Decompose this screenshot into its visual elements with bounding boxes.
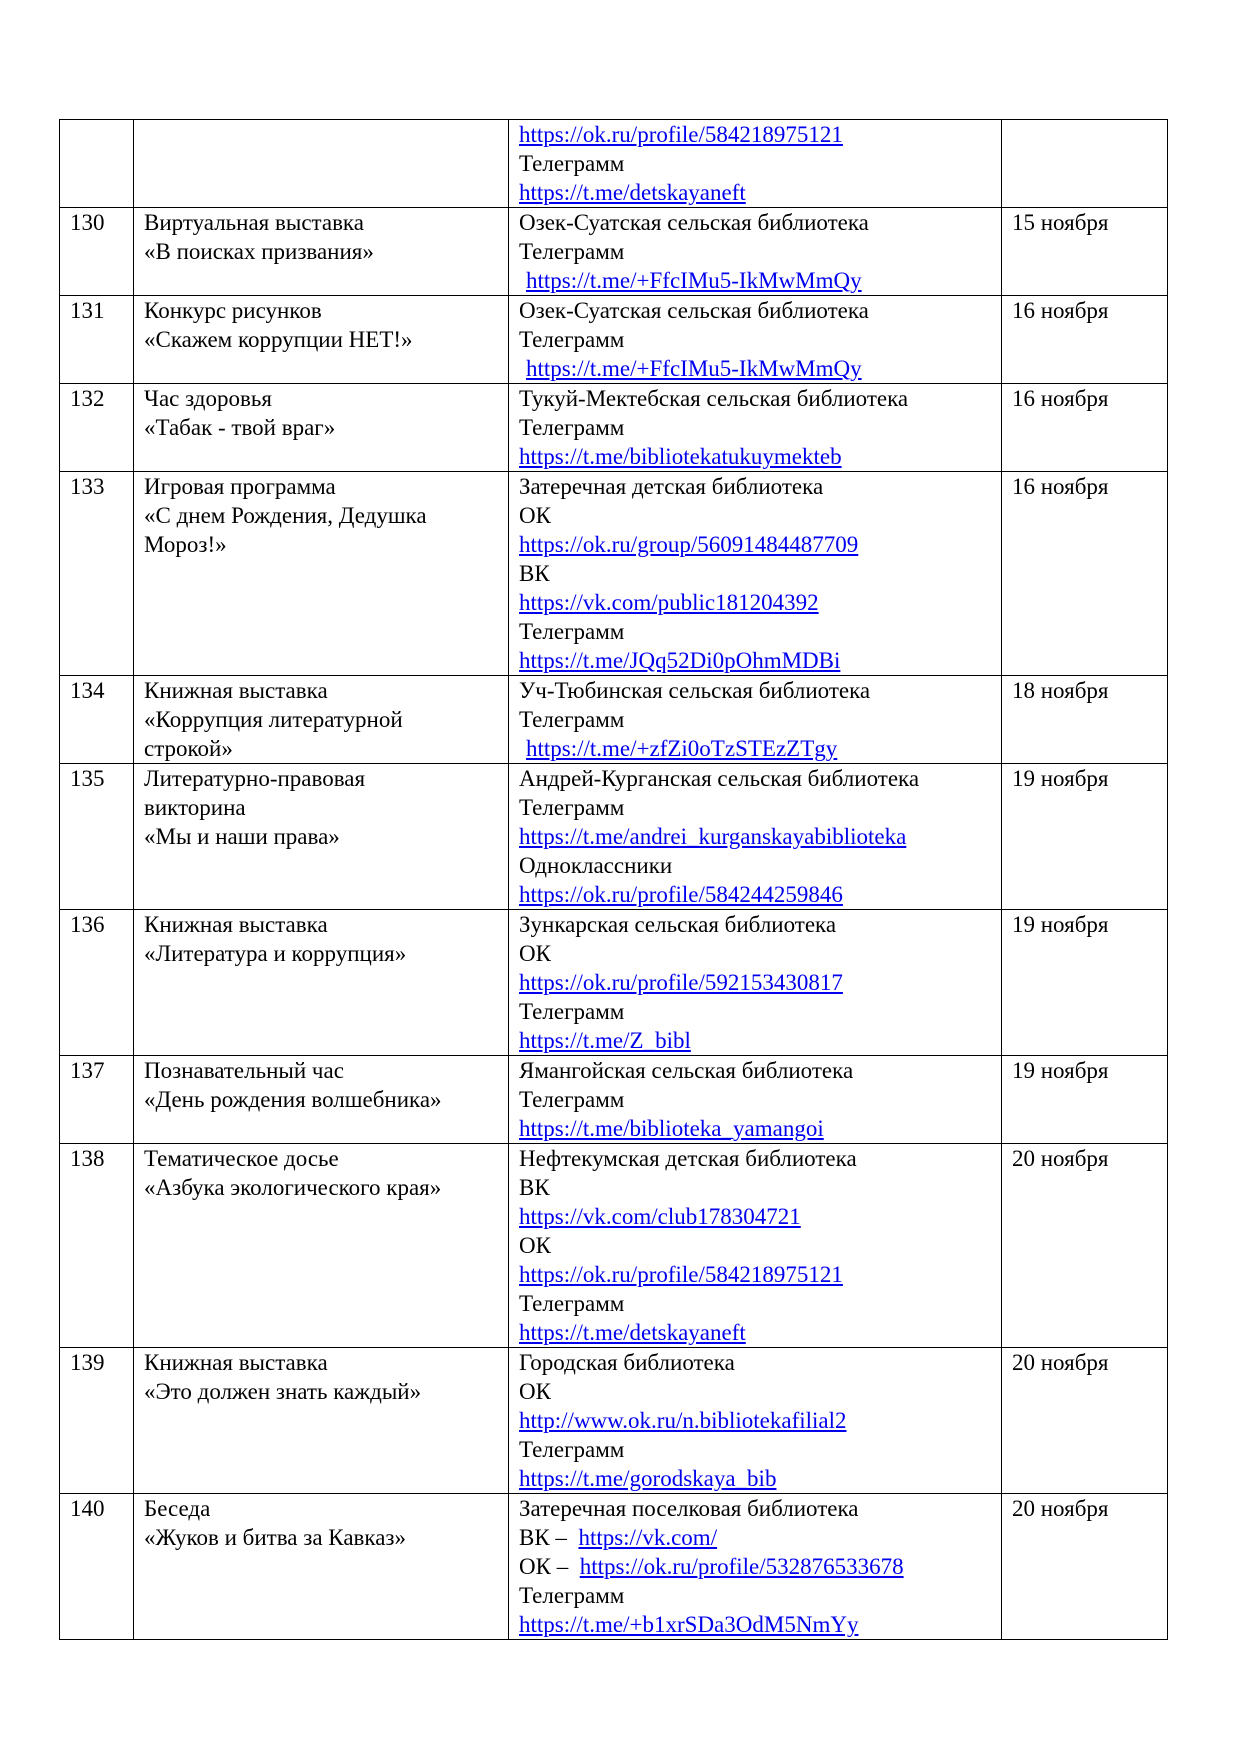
- event-date: [1002, 120, 1168, 208]
- place-text: Озек-Суатская сельская библиотека: [519, 210, 869, 235]
- place-link-line: [519, 178, 992, 207]
- table-row: [60, 1348, 1168, 1494]
- place-text: Телеграмм: [519, 415, 625, 440]
- place-text: ОК: [519, 1379, 551, 1404]
- place-text: Телеграмм: [519, 999, 625, 1024]
- table-row: [60, 296, 1168, 384]
- social-link[interactable]: https://t.me/gorodskaya_bib: [519, 1466, 777, 1491]
- table-row: [60, 208, 1168, 296]
- row-number: 133: [60, 472, 134, 676]
- event-line: «Азбука экологического края»: [144, 1175, 442, 1200]
- event-line: Познавательный час: [144, 1058, 344, 1083]
- event-line: Книжная выставка: [144, 912, 328, 937]
- place-text: Телеграмм: [519, 707, 625, 732]
- place-link-line: [519, 1406, 992, 1435]
- place-link-line: [519, 1610, 992, 1639]
- place-text: ОК: [519, 1233, 551, 1258]
- place-cell: [509, 676, 1002, 764]
- table-row: [60, 676, 1168, 764]
- place-text: Телеграмм: [519, 327, 625, 352]
- place-link-line: [519, 1026, 992, 1055]
- event-line: Книжная выставка: [144, 678, 328, 703]
- social-link[interactable]: https://t.me/Z_bibl: [519, 1028, 691, 1053]
- social-link[interactable]: https://t.me/bibliotekatukuymekteb: [519, 444, 842, 469]
- place-link-line: [519, 120, 992, 149]
- social-link[interactable]: https://t.me/+FfcIMu5-IkMwMmQy: [526, 268, 862, 293]
- event-cell: [134, 1144, 509, 1348]
- place-text: ВК: [519, 561, 550, 586]
- place-link-line: [519, 1114, 992, 1143]
- event-line: «В поисках призвания»: [144, 239, 374, 264]
- row-number: 137: [60, 1056, 134, 1144]
- event-line: Игровая программа: [144, 474, 336, 499]
- place-text: Телеграмм: [519, 239, 625, 264]
- social-link[interactable]: https://t.me/detskayaneft: [519, 180, 746, 205]
- row-number: 130: [60, 208, 134, 296]
- event-cell: [134, 1348, 509, 1494]
- row-number: 132: [60, 384, 134, 472]
- social-link[interactable]: https://ok.ru/profile/584244259846: [519, 882, 843, 907]
- table-row: [60, 910, 1168, 1056]
- social-link[interactable]: https://ok.ru/profile/584218975121: [519, 1262, 843, 1287]
- table-row: [60, 1494, 1168, 1640]
- place-text: Одноклассники: [519, 853, 673, 878]
- event-date: 19 ноября: [1002, 1056, 1168, 1144]
- place-text: Телеграмм: [519, 1437, 625, 1462]
- event-line: Литературно-правовая: [144, 766, 366, 791]
- social-link[interactable]: https://vk.com/club178304721: [519, 1204, 801, 1229]
- place-text: Нефтекумская детская библиотека: [519, 1146, 857, 1171]
- event-date: 16 ноября: [1002, 384, 1168, 472]
- event-line: «Жуков и битва за Кавказ»: [144, 1525, 407, 1550]
- place-link-line: [519, 1464, 992, 1493]
- event-line: «Скажем коррупции НЕТ!»: [144, 327, 413, 352]
- place-link-line: [519, 968, 992, 997]
- place-cell: [509, 120, 1002, 208]
- social-link[interactable]: https://t.me/+b1xrSDa3OdM5NmYy: [519, 1612, 859, 1637]
- place-link-line: [519, 266, 992, 295]
- event-date: 20 ноября: [1002, 1494, 1168, 1640]
- place-cell: [509, 1056, 1002, 1144]
- events-table-body: [60, 120, 1168, 1640]
- place-link-line: [519, 1260, 992, 1289]
- social-label: ВК –: [519, 1525, 579, 1550]
- event-line: Виртуальная выставка: [144, 210, 364, 235]
- event-date: 16 ноября: [1002, 472, 1168, 676]
- place-link-line: [519, 822, 992, 851]
- place-text: Тукуй-Мектебская сельская библиотека: [519, 386, 909, 411]
- event-line: «Литература и коррупция»: [144, 941, 407, 966]
- social-link[interactable]: https://t.me/biblioteka_yamangoi: [519, 1116, 824, 1141]
- social-link[interactable]: https://t.me/JQq52Di0pOhmMDBi: [519, 648, 841, 673]
- place-text: Телеграмм: [519, 151, 625, 176]
- place-text: Затеречная поселковая библиотека: [519, 1496, 859, 1521]
- social-link[interactable]: https://vk.com/: [578, 1525, 718, 1550]
- table-row: [60, 120, 1168, 208]
- place-link-line: [519, 1202, 992, 1231]
- place-cell: [509, 296, 1002, 384]
- place-link-line: [519, 880, 992, 909]
- event-line: Час здоровья: [144, 386, 272, 411]
- table-row: [60, 764, 1168, 910]
- place-text: ОК: [519, 941, 551, 966]
- place-text: Затеречная детская библиотека: [519, 474, 824, 499]
- social-link[interactable]: https://ok.ru/group/56091484487709: [519, 532, 859, 557]
- row-number: 135: [60, 764, 134, 910]
- row-number: 136: [60, 910, 134, 1056]
- place-cell: [509, 910, 1002, 1056]
- place-link-line: [519, 354, 992, 383]
- event-date: 18 ноября: [1002, 676, 1168, 764]
- place-text: Телеграмм: [519, 1291, 625, 1316]
- event-line: Конкурс рисунков: [144, 298, 322, 323]
- table-row: [60, 1056, 1168, 1144]
- row-number: 139: [60, 1348, 134, 1494]
- place-cell: [509, 472, 1002, 676]
- event-line: Книжная выставка: [144, 1350, 328, 1375]
- place-cell: [509, 1348, 1002, 1494]
- place-text: Озек-Суатская сельская библиотека: [519, 298, 869, 323]
- event-cell: [134, 1494, 509, 1640]
- event-date: 19 ноября: [1002, 910, 1168, 1056]
- place-cell: [509, 764, 1002, 910]
- event-date: 19 ноября: [1002, 764, 1168, 910]
- social-label: ОК –: [519, 1554, 580, 1579]
- event-date: 15 ноября: [1002, 208, 1168, 296]
- social-link[interactable]: https://ok.ru/profile/584218975121: [519, 122, 843, 147]
- place-text: Телеграмм: [519, 1087, 625, 1112]
- event-line: Мороз!»: [144, 532, 227, 557]
- place-link-line: [519, 1523, 992, 1552]
- event-line: «День рождения волшебника»: [144, 1087, 442, 1112]
- place-link-line: [519, 1318, 992, 1347]
- social-link[interactable]: https://ok.ru/profile/532876533678: [579, 1554, 904, 1579]
- place-text: Телеграмм: [519, 1583, 625, 1608]
- event-line: «Табак - твой враг»: [144, 415, 336, 440]
- place-text: ВК: [519, 1175, 550, 1200]
- event-cell: [134, 296, 509, 384]
- event-line: викторина: [144, 795, 246, 820]
- row-number: 131: [60, 296, 134, 384]
- place-text: Телеграмм: [519, 619, 625, 644]
- event-cell: [134, 676, 509, 764]
- event-date: 16 ноября: [1002, 296, 1168, 384]
- event-line: строкой»: [144, 736, 233, 761]
- event-date: 20 ноября: [1002, 1348, 1168, 1494]
- event-line: «С днем Рождения, Дедушка: [144, 503, 427, 528]
- social-link[interactable]: https://ok.ru/profile/592153430817: [519, 970, 843, 995]
- event-cell: [134, 1056, 509, 1144]
- social-link[interactable]: https://t.me/andrei_kurganskayabiblioteka: [519, 824, 907, 849]
- place-text: Ямангойская сельская библиотека: [519, 1058, 854, 1083]
- place-cell: [509, 1494, 1002, 1640]
- place-text: Городская библиотека: [519, 1350, 735, 1375]
- place-cell: [509, 208, 1002, 296]
- place-link-line: [519, 442, 992, 471]
- social-link[interactable]: http://www.ok.ru/n.bibliotekafilial2: [519, 1408, 847, 1433]
- place-link-line: [519, 646, 992, 675]
- social-link[interactable]: https://t.me/+FfcIMu5-IkMwMmQy: [526, 356, 862, 381]
- event-line: «Это должен знать каждый»: [144, 1379, 422, 1404]
- event-line: Тематическое досье: [144, 1146, 339, 1171]
- place-link-line: [519, 588, 992, 617]
- place-text: Уч-Тюбинская сельская библиотека: [519, 678, 871, 703]
- place-text: Телеграмм: [519, 795, 625, 820]
- event-cell: [134, 384, 509, 472]
- event-date: 20 ноября: [1002, 1144, 1168, 1348]
- social-link[interactable]: https://t.me/+zfZi0oTzSTEzZTgy: [526, 736, 838, 761]
- row-number: 134: [60, 676, 134, 764]
- event-cell: [134, 208, 509, 296]
- place-link-line: [519, 734, 992, 763]
- place-text: Андрей-Курганская сельская библиотека: [519, 766, 920, 791]
- events-table: [59, 119, 1168, 1640]
- event-cell: [134, 910, 509, 1056]
- place-link-line: [519, 530, 992, 559]
- table-row: [60, 472, 1168, 676]
- row-number: 138: [60, 1144, 134, 1348]
- social-link[interactable]: https://vk.com/public181204392: [519, 590, 819, 615]
- event-line: «Коррупция литературной: [144, 707, 403, 732]
- row-number: [60, 120, 134, 208]
- event-cell: [134, 764, 509, 910]
- social-link[interactable]: https://t.me/detskayaneft: [519, 1320, 746, 1345]
- place-cell: [509, 1144, 1002, 1348]
- table-row: [60, 384, 1168, 472]
- place-text: ОК: [519, 503, 551, 528]
- place-text: Зункарская сельская библиотека: [519, 912, 837, 937]
- table-row: [60, 1144, 1168, 1348]
- event-line: Беседа: [144, 1496, 211, 1521]
- place-link-line: [519, 1552, 992, 1581]
- event-cell: [134, 120, 509, 208]
- event-cell: [134, 472, 509, 676]
- event-line: «Мы и наши права»: [144, 824, 340, 849]
- place-cell: [509, 384, 1002, 472]
- row-number: 140: [60, 1494, 134, 1640]
